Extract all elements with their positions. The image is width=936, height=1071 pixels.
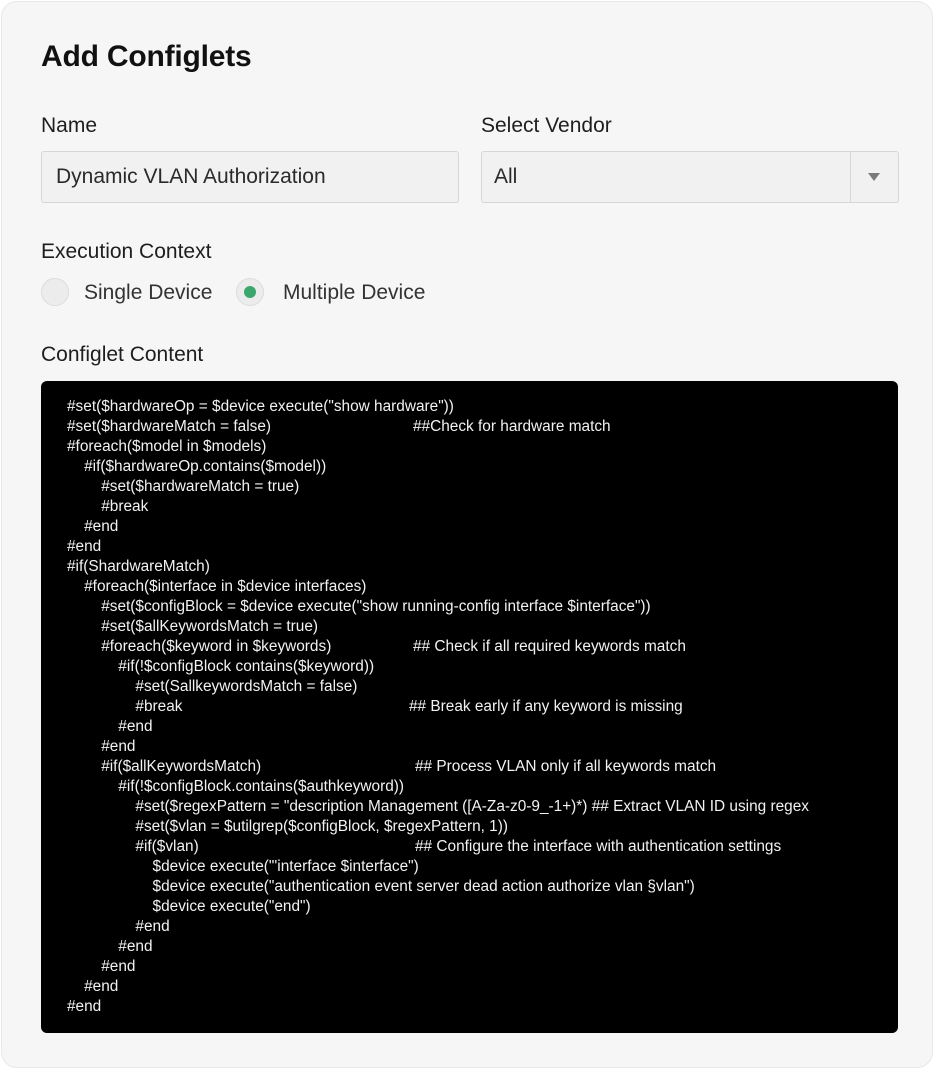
code-text: #set($hardwareOp = $device execute("show hardware")) xyxy=(67,398,454,415)
code-text: #if(!$configBlock.contains($authkeyword)) xyxy=(67,778,405,795)
chevron-down-icon[interactable] xyxy=(868,173,880,181)
code-line xyxy=(67,417,898,437)
code-line xyxy=(67,457,898,477)
code-text: $device execute("authentication event server dead action authorize vlan §vlan") xyxy=(67,878,695,895)
code-text: #end xyxy=(67,978,119,995)
code-line xyxy=(67,537,898,557)
code-text: #if($vlan) xyxy=(67,838,199,855)
code-line xyxy=(67,477,898,497)
code-text: #set(SallkeywordsMatch = false) xyxy=(67,678,358,695)
execution-context-label: Execution Context xyxy=(41,240,212,263)
code-line xyxy=(67,677,898,697)
code-text: #break xyxy=(67,698,183,715)
code-line xyxy=(67,597,898,617)
code-comment: ## Configure the interface with authentication settings xyxy=(415,838,782,855)
code-text: #set($allKeywordsMatch = true) xyxy=(67,618,319,635)
code-line xyxy=(67,917,898,937)
code-text: #set($hardwareMatch = false) xyxy=(67,418,272,435)
code-line xyxy=(67,577,898,597)
code-line xyxy=(67,957,898,977)
code-line xyxy=(67,797,898,817)
code-text: #if($allKeywordsMatch) xyxy=(67,758,262,775)
code-line xyxy=(67,877,898,897)
vendor-select[interactable] xyxy=(481,151,899,203)
code-line xyxy=(67,937,898,957)
code-line xyxy=(67,777,898,797)
code-text: #end xyxy=(67,998,102,1015)
code-text: $device execute("end") xyxy=(67,898,311,915)
code-text: #foreach($interface in $device interfaces) xyxy=(67,578,367,595)
code-line xyxy=(67,717,898,737)
code-text: #break xyxy=(67,498,149,515)
code-text: #end xyxy=(67,518,119,535)
code-comment: ## Check if all required keywords match xyxy=(413,638,686,655)
code-text: #end xyxy=(67,938,153,955)
vendor-selected-value: All xyxy=(494,165,518,188)
code-line xyxy=(67,997,898,1017)
radio-selected-dot xyxy=(244,286,256,298)
radio-label-multiple-device[interactable]: Multiple Device xyxy=(283,281,426,304)
code-line xyxy=(67,617,898,637)
code-line xyxy=(67,397,898,417)
code-line xyxy=(67,737,898,757)
code-text: #end xyxy=(67,918,170,935)
code-text: #foreach($model in $models) xyxy=(67,438,267,455)
code-text: $device execute("'interface $interface") xyxy=(67,858,419,875)
radio-single-device[interactable] xyxy=(41,278,69,306)
code-text: #if($hardwareOp.contains($model)) xyxy=(67,458,327,475)
name-input[interactable] xyxy=(41,151,459,203)
code-line xyxy=(67,757,898,777)
code-text: #end xyxy=(67,718,153,735)
radio-label-single-device[interactable]: Single Device xyxy=(84,281,213,304)
name-label: Name xyxy=(41,114,98,137)
code-line xyxy=(67,837,898,857)
configlet-content-label: Configlet Content xyxy=(41,343,204,366)
code-text: #end xyxy=(67,738,136,755)
code-comment: ##Check for hardware match xyxy=(413,418,611,435)
vendor-label: Select Vendor xyxy=(481,114,612,137)
configlet-code-editor[interactable] xyxy=(41,381,898,1033)
page-title: Add Configlets xyxy=(41,40,252,73)
code-text: #set($regexPattern = "description Management ([A-Za-z0-9_-1+)*) ## Extract VLAN ID using regex xyxy=(67,798,809,815)
code-comment: ## Break early if any keyword is missing xyxy=(409,698,683,715)
code-line xyxy=(67,517,898,537)
code-line xyxy=(67,977,898,997)
code-text: #end xyxy=(67,538,102,555)
code-line xyxy=(67,497,898,517)
code-line xyxy=(67,897,898,917)
code-text: #if(!$configBlock contains($keyword)) xyxy=(67,658,375,675)
code-line xyxy=(67,657,898,677)
radio-multiple-device[interactable] xyxy=(236,278,264,306)
code-line xyxy=(67,557,898,577)
add-configlets-panel xyxy=(1,1,933,1068)
code-text: #set($configBlock = $device execute("show running-config interface $interface")) xyxy=(67,598,651,615)
code-line xyxy=(67,817,898,837)
code-line xyxy=(67,857,898,877)
code-text: #set($vlan = $utilgrep($configBlock, $regexPattern, 1)) xyxy=(67,818,508,835)
code-text: #end xyxy=(67,958,136,975)
code-line xyxy=(67,637,898,657)
code-text: #foreach($keyword in $keywords) xyxy=(67,638,332,655)
code-text: #set($hardwareMatch = true) xyxy=(67,478,300,495)
vendor-divider xyxy=(850,152,851,202)
code-text: #if(ShardwareMatch) xyxy=(67,558,210,575)
code-line xyxy=(67,697,898,717)
code-line xyxy=(67,437,898,457)
code-comment: ## Process VLAN only if all keywords match xyxy=(415,758,717,775)
